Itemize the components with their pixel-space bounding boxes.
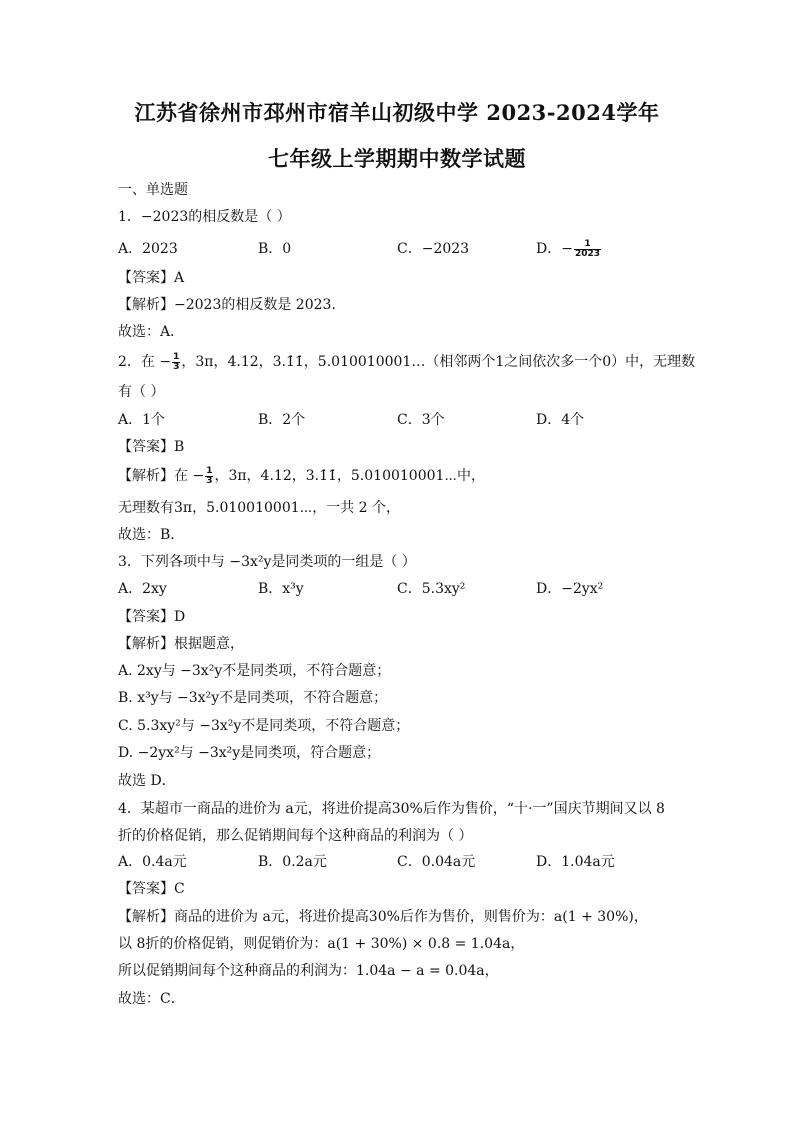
q3-item-d: D. −2yx²与 −3x²y是同类项，符合题意；	[118, 745, 381, 761]
q2-stem-fraction	[172, 353, 180, 372]
q1-option-d-label: D．−	[536, 241, 573, 257]
q4-analysis-line2: 以 8折的价格促销，则促销价为：a(1 + 30%) × 0.8 = 1.04a，	[118, 936, 525, 952]
q2-answer: 【答案】B	[118, 439, 185, 455]
q2-stem-prefix: 2．在 −	[118, 354, 172, 370]
q1-option-c: C．−2023	[397, 241, 470, 257]
section-heading: 一、单选题	[118, 182, 188, 198]
q1-choose: 故选：A．	[118, 324, 185, 340]
q1-option-a: A．2023	[118, 241, 178, 257]
q4-analysis-line1: 【解析】商品的进价为 a元，将进价提高30%后作为售价，则售价为：a(1 + 30%)，	[118, 909, 648, 925]
q4-stem-line1: 4．某超市一商品的进价为 a元，将进价提高30%后作为售价，“十·一”国庆节期间又以 8	[118, 801, 665, 817]
q4-answer: 【答案】C	[118, 881, 185, 897]
q1-answer: 【答案】A	[118, 270, 185, 286]
q1-analysis: 【解析】−2023的相反数是 2023．	[118, 297, 346, 313]
title-line-1: 江苏省徐州市邳州市宿羊山初级中学 2023-2024学年	[134, 100, 660, 125]
q1-option-d-fraction	[574, 240, 601, 259]
q3-answer: 【答案】D	[118, 609, 186, 625]
fraction-denominator: 2023	[574, 248, 601, 259]
q3-option-d: D．−2yx²	[536, 581, 604, 597]
fraction-denominator: 3	[206, 475, 213, 486]
q3-option-a: A．2xy	[118, 581, 167, 597]
q2-choose: 故选：B．	[118, 527, 185, 543]
q2-stem-suffix: ，3π，4.12，3.1̇1̇，5.010010001…（相邻两个1之间依次多一个0）中，无理数	[181, 354, 696, 370]
q4-option-b: B．0.2a元	[258, 854, 327, 870]
q2-stem	[118, 352, 695, 372]
q2-analysis-line2: 无理数有3π，5.010010001⋯，一共 2 个，	[118, 500, 401, 516]
q2-analysis-suffix: ，3π，4.12，3.1̇1̇，5.010010001⋯中，	[214, 468, 486, 484]
q4-option-a: A．0.4a元	[118, 854, 187, 870]
q1-option-b: B．0	[258, 241, 292, 257]
q4-analysis-line3: 所以促销期间每个这种商品的利润为：1.04a − a = 0.04a，	[118, 963, 499, 979]
q2-analysis	[118, 466, 485, 486]
q2-analysis-prefix: 【解析】在 −	[118, 468, 205, 484]
q3-choose: 故选 D．	[118, 773, 176, 789]
q3-item-b: B. x³y与 −3x²y不是同类项，不符合题意；	[118, 690, 388, 706]
fraction-numerator: 1	[206, 465, 213, 476]
q4-stem-line2: 折的价格促销，那么促销期间每个这种商品的利润为（ ）	[118, 828, 473, 844]
title-line-2: 七年级上学期期中数学试题	[268, 146, 526, 171]
q2-analysis-fraction	[205, 467, 213, 486]
q2-option-c: C．3个	[397, 412, 445, 428]
q3-analysis: 【解析】根据题意，	[118, 636, 244, 652]
q1-stem: 1．−2023的相反数是（ ）	[118, 209, 291, 225]
fraction-numerator: 1	[574, 240, 601, 250]
q4-option-d: D．1.04a元	[536, 854, 615, 870]
q4-choose: 故选：C．	[118, 991, 185, 1007]
q3-stem: 3．下列各项中与 −3x²y是同类项的一组是（ ）	[118, 554, 416, 570]
q2-option-d: D．4个	[536, 412, 585, 428]
q3-item-c: C. 5.3xy²与 −3x²y不是同类项，不符合题意；	[118, 718, 410, 734]
q3-option-b: B．x³y	[258, 581, 304, 597]
q2-option-b: B．2个	[258, 412, 306, 428]
q2-stem-line2: 有（ ）	[118, 384, 165, 400]
q3-item-a: A. 2xy与 −3x²y不是同类项，不符合题意；	[118, 663, 391, 679]
q2-option-a: A．1个	[118, 412, 166, 428]
q3-option-c: C．5.3xy²	[397, 581, 466, 597]
q4-option-c: C．0.04a元	[397, 854, 476, 870]
fraction-denominator: 3	[173, 361, 180, 372]
fraction-numerator: 1	[173, 351, 180, 362]
q1-option-d	[536, 239, 602, 259]
